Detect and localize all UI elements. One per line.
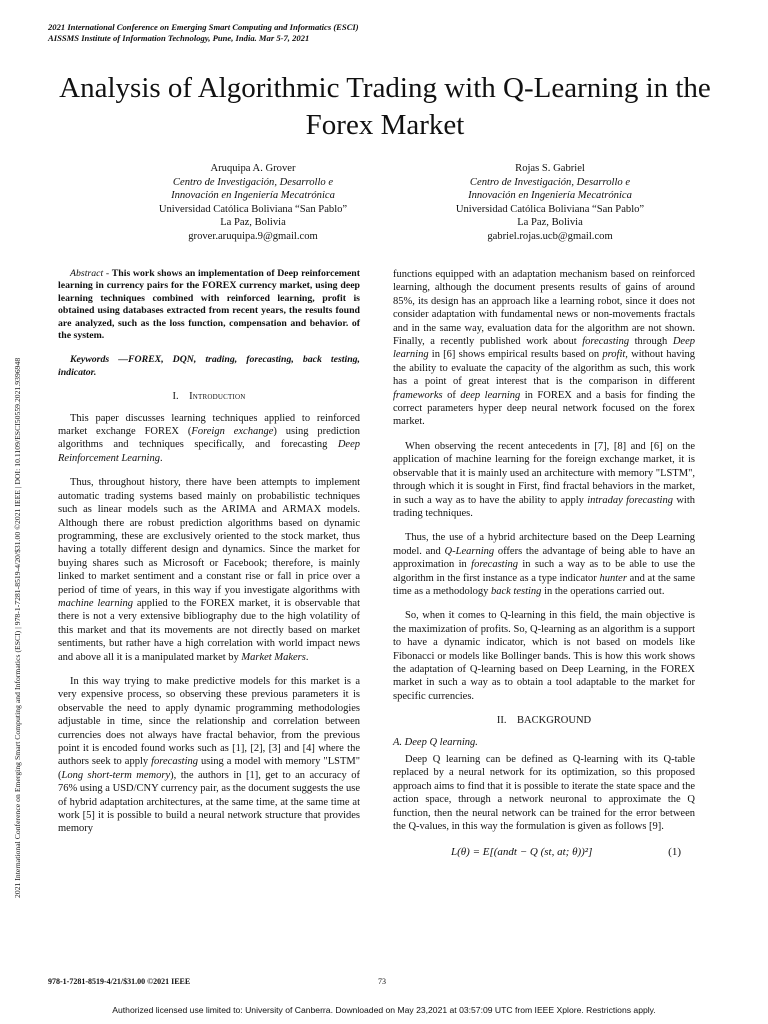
author-affiliation: Centro de Investigación, Desarrollo e bbox=[172, 176, 334, 188]
abstract bbox=[58, 268, 360, 342]
equation-number: (1) bbox=[668, 846, 681, 859]
author-block-2 bbox=[425, 162, 675, 244]
equation-formula: L(θ) = E[(andt − Q (st, at; θ))²] bbox=[451, 846, 593, 859]
keywords: Keywords —FOREX, DQN, trading, forecasting, back testing, indicator. bbox=[58, 354, 360, 378]
license-notice: Authorized licensed use limited to: University of Canberra. Downloaded on May 23,2021 at 03:57:09 UTC from IEEE Xplore. Restrictions apply. bbox=[112, 1005, 656, 1015]
author-university: Universidad Católica Boliviana “San Pablo” bbox=[158, 203, 348, 215]
footer-isbn: 978-1-7281-8519-4/21/$31.00 ©2021 IEEE bbox=[48, 977, 191, 986]
side-doi-strip bbox=[13, 148, 25, 898]
paragraph: In this way trying to make predictive models for this market is a very expensive process, so observing these previous parameters it is observable the need to apply dynamic programming methodologies adjustable in time, since the relationship and correlation between currencies does not always have fractal behavior, from the previous point it is encoded found works such as [1], [2], [3] and [4] where the authors seek to apply forecasting using a model with memory "LSTM" (Long short-term memory), the authors in [1], get to an accuracy of 76% using a USD/CNY currency pair, as the document suggests the use of hybrid adaptation architectures, at the same time, at the same time at work [5] it is possible to build a neural network structure that provides memory bbox=[58, 675, 360, 835]
section-number: I. bbox=[172, 391, 179, 403]
paragraph: Thus, the use of a hybrid architecture based on the Deep Learning model. and Q-Learning offers the advantage of being able to have an approximation in forecasting in such a way as to be able to use the algorithm in the first instance as a type indicator hunter and at the same time as a methodology back testing in the operations carried out. bbox=[393, 532, 695, 597]
section-title: BACKGROUND bbox=[517, 715, 592, 727]
paragraph: This paper discusses learning techniques applied to reinforced market exchange FOREX (Foreign exchange) using prediction algorithms and techniques specifically, and forecasting Deep Reinforcement Learning. bbox=[58, 412, 360, 464]
left-column bbox=[58, 268, 360, 847]
author-affiliation: Innovación en Ingeniería Mecatrónica bbox=[171, 190, 335, 202]
abstract-label: Abstract - bbox=[70, 268, 112, 279]
paragraph: Thus, throughout history, there have been attempts to implement automatic trading systems based mainly on probabilistic techniques such as linear models such as the ARIMA and ARMAX models. Although there are robust prediction algorithms based on dynamic programming, these are exclusively oriented to the stock market, thus having a totally different design and dynamics. Since the market for buying shares such as Microsoft or Facebook; therefore, is mainly linked to market sentiment and a constant rise or fall in price over a period of time of years, in this way if you investigate algorithms with machine learning applied to the FOREX market, it is observable that there is not a very extensive bibliography due to the high volatility of this market and that its movements are not directly based on market sentiments, but rather have a high correlation with world impact news and above all it is a manipulated market by Market Makers. bbox=[58, 477, 360, 663]
section-heading-background bbox=[393, 714, 695, 727]
author-block-1 bbox=[128, 162, 378, 244]
author-affiliation: Centro de Investigación, Desarrollo e bbox=[469, 176, 631, 188]
paragraph: When observing the recent antecedents in [7], [8] and [6] on the application of machine learning for the foreign exchange market, it is observable that it is mainly used an architecture with memory "LSTM", through which it is sought in First, find fractal behaviors in the market, in such a way as to have the ability to apply intraday forecasting with trading techniques. bbox=[393, 440, 695, 519]
author-name: Aruquipa A. Grover bbox=[210, 163, 296, 174]
author-university: Universidad Católica Boliviana “San Pablo” bbox=[455, 203, 645, 215]
subsection-heading: A. Deep Q learning. bbox=[393, 736, 478, 748]
section-heading-introduction bbox=[58, 390, 360, 403]
right-column bbox=[393, 268, 695, 871]
section-title: Introduction bbox=[189, 391, 246, 403]
author-city: La Paz, Bolivia bbox=[220, 217, 286, 229]
section-number: II. bbox=[496, 715, 507, 727]
abstract-text: This work shows an implementation of Deep reinforcement learning in currency pairs for the FOREX currency market, using deep learning techniques combined with reinforced learning, profit is obtained using databases extracted from recent years, the results found are analyzed, such as the loss function, compensation and behavior. of the system. bbox=[58, 268, 361, 342]
equation-1 bbox=[393, 844, 695, 859]
author-email[interactable]: grover.aruquipa.9@gmail.com bbox=[188, 230, 318, 242]
conference-venue: AISSMS Institute of Information Technology, Pune, India. Mar 5-7, 2021 bbox=[48, 33, 310, 43]
paper-title: Analysis of Algorithmic Trading with Q-Learning in the Forex Market bbox=[59, 72, 711, 141]
conference-name: 2021 International Conference on Emerging Smart Computing and Informatics (ESCI) bbox=[48, 22, 359, 32]
author-email[interactable]: gabriel.rojas.ucb@gmail.com bbox=[487, 230, 613, 242]
paragraph: So, when it comes to Q-learning in this field, the main objective is the maximization of profits. So, Q-learning as an algorithm is a support to have a dynamic indicator, which is not based on models like Fibonacci or models like Bollinger bands. This is how this work shows the adaptation of Q-learning based on Deep Learning, in the FOREX market in such a way as to obtain a tool adaptable to the market for specific currencies. bbox=[393, 610, 695, 702]
author-affiliation: Innovación en Ingeniería Mecatrónica bbox=[468, 190, 632, 202]
paragraph: functions equipped with an adaptation mechanism based on reinforced learning, although the document presents results of gains of around 85%, its design has an approach like a learning robot, since it does not consider adaptation with fundamental news or non-movements fractals and in the same way, evaluation data for the algorithm are not shown. Finally, a recently published work about forecasting through Deep learning in [6] shows empirical results based on profit, without having the ability to evaluate the capacity of the algorithm as such, this work has a point of great interest that is the comparison in different frameworks of deep learning in FOREX and a basis for finding the correct parameters hyper deep neural network focused on the forex market. bbox=[393, 269, 696, 428]
author-name: Rojas S. Gabriel bbox=[515, 163, 585, 174]
side-doi-text: 2021 International Conference on Emerging Smart Computing and Informatics (ESCI) | 978-1-7281-8519-4/20/$31.00 ©2021 IEEE | DOI: 10.1109/ESCI50559.2021.9396948 bbox=[13, 357, 22, 898]
paragraph: Deep Q learning can be defined as Q-learning with its Q-table replaced by a neural network for its optimization, so this proposed approach aims to find that it is possible to iterate the state space and the action space, through a network neuronal to approximate the Q function, then the neural network can be trained for the error between the Q-values, in this way the formulation is given as follows [9]. bbox=[393, 754, 695, 833]
author-city: La Paz, Bolivia bbox=[517, 217, 583, 229]
page-number: 73 bbox=[378, 977, 386, 986]
